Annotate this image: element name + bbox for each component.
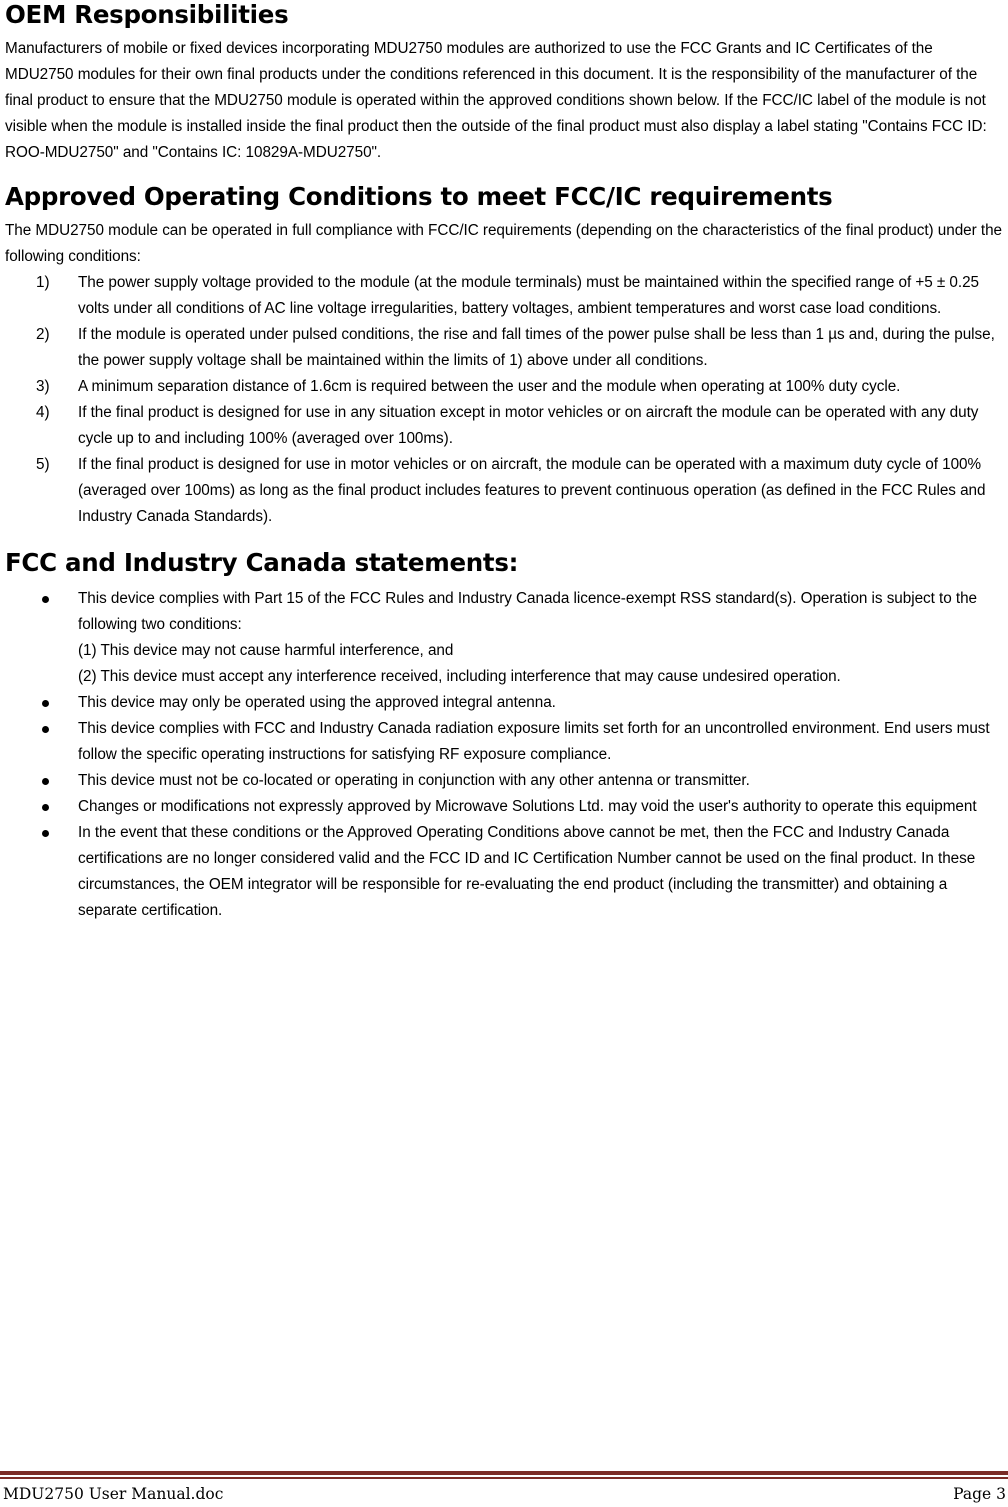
oem-heading: OEM Responsibilities bbox=[5, 0, 289, 29]
statement-item bbox=[5, 586, 1003, 690]
statement-item bbox=[5, 820, 1003, 924]
statement-text: This device may only be operated using the approved integral antenna. bbox=[78, 694, 556, 711]
condition-text: If the module is operated under pulsed conditions, the rise and fall times of the power pulse shall be less than 1 µs and, during the pulse, the power supply voltage shall be maintained within the limits of 1) above under all conditions. bbox=[78, 326, 995, 369]
statement-text: This device complies with FCC and Industry Canada radiation exposure limits set forth for an uncontrolled environment. End users must follow the specific operating instructions for satisfying RF exposure compliance. bbox=[78, 720, 990, 763]
statement-item bbox=[5, 768, 1003, 794]
statement-condition-1: (1) This device may not cause harmful interference, and bbox=[78, 642, 454, 659]
approved-heading: Approved Operating Conditions to meet FCC/IC requirements bbox=[5, 182, 833, 211]
statement-text: Changes or modifications not expressly approved by Microwave Solutions Ltd. may void the user's authority to operate this equipment bbox=[78, 798, 977, 815]
condition-item bbox=[5, 270, 1003, 322]
condition-item bbox=[5, 452, 1003, 530]
bullet-icon bbox=[42, 596, 49, 603]
condition-item bbox=[5, 322, 1003, 374]
bullet-icon bbox=[42, 700, 49, 707]
condition-text: A minimum separation distance of 1.6cm is required between the user and the module when operating at 100% duty cycle. bbox=[78, 378, 901, 395]
condition-text: The power supply voltage provided to the module (at the module terminals) must be maintained within the specified range of +5 ± 0.25 volts under all conditions of AC line voltage irregularities, battery voltages, ambient temperatures and worst case load conditions. bbox=[78, 274, 980, 317]
statement-item bbox=[5, 794, 1003, 820]
document-page bbox=[5, 0, 1003, 924]
bullet-icon bbox=[42, 726, 49, 733]
footer-divider-thick bbox=[0, 1471, 1008, 1475]
statement-text: This device must not be co-located or operating in conjunction with any other antenna or transmitter. bbox=[78, 772, 750, 789]
condition-number: 5) bbox=[36, 456, 50, 473]
condition-number: 3) bbox=[36, 378, 50, 395]
bullet-icon bbox=[42, 778, 49, 785]
statement-lead: This device complies with Part 15 of the FCC Rules and Industry Canada licence-exempt RSS standard(s). Operation is subject to the following two conditions: bbox=[78, 590, 977, 633]
footer-page-number: Page 3 bbox=[953, 1485, 1006, 1503]
condition-item bbox=[5, 400, 1003, 452]
oem-body: Manufacturers of mobile or fixed devices incorporating MDU2750 modules are authorized to use the FCC Grants and IC Certificates of the MDU2750 modules for their own final products under the conditions referenced in this document. It is the responsibility of the manufacturer of the final product to ensure that the MDU2750 module is operated within the approved conditions shown below. If the FCC/IC label of the module is not visible when the module is installed inside the final product then the outside of the final product must also display a label stating "Contains FCC ID: ROO-MDU2750" and "Contains IC: 10829A-MDU2750". bbox=[5, 40, 987, 161]
bullet-icon bbox=[42, 830, 49, 837]
condition-item bbox=[5, 374, 1003, 400]
statements-list bbox=[5, 586, 1003, 924]
condition-number: 1) bbox=[36, 274, 50, 291]
statement-item bbox=[5, 716, 1003, 768]
statement-text: In the event that these conditions or the Approved Operating Conditions above cannot be met, then the FCC and Industry Canada certifications are no longer considered valid and the FCC ID and IC Certification Number cannot be used on the final product. In these circumstances, the OEM integrator will be responsible for re-evaluating the end product (including the transmitter) and obtaining a separate certification. bbox=[78, 824, 976, 919]
statement-condition-2: (2) This device must accept any interference received, including interference that may cause undesired operation. bbox=[78, 668, 841, 685]
condition-number: 4) bbox=[36, 404, 50, 421]
condition-text: If the final product is designed for use in any situation except in motor vehicles or on aircraft the module can be operated with any duty cycle up to and including 100% (averaged over 100ms). bbox=[78, 404, 979, 447]
bullet-icon bbox=[42, 804, 49, 811]
approved-intro: The MDU2750 module can be operated in full compliance with FCC/IC requirements (depending on the characteristics of the final product) under the following conditions: bbox=[5, 222, 1002, 265]
condition-text: If the final product is designed for use in motor vehicles or on aircraft, the module can be operated with a maximum duty cycle of 100% (averaged over 100ms) as long as the final product includes features to prevent continuous operation (as defined in the FCC Rules and Industry Canada Standards). bbox=[78, 456, 986, 525]
footer-filename: MDU2750 User Manual.doc bbox=[3, 1485, 224, 1503]
conditions-list bbox=[5, 270, 1003, 530]
footer-divider-thin bbox=[0, 1477, 1008, 1479]
condition-number: 2) bbox=[36, 326, 50, 343]
statements-heading: FCC and Industry Canada statements: bbox=[5, 548, 519, 577]
statement-item bbox=[5, 690, 1003, 716]
